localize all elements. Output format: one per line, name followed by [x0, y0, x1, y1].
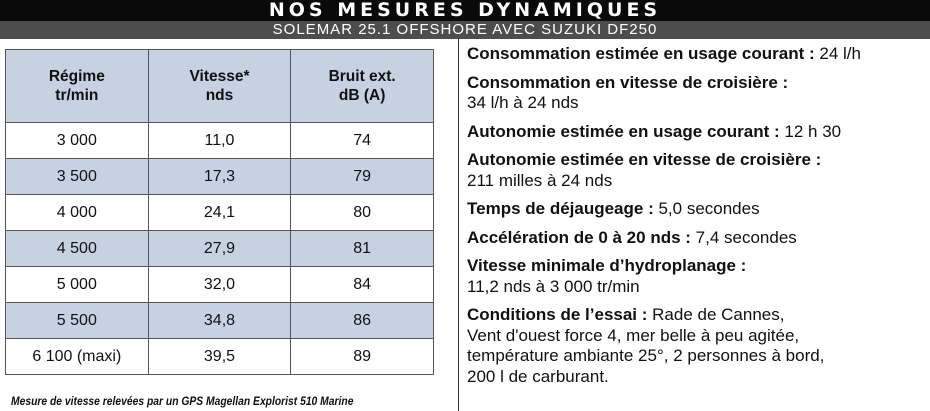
info-value-line: 200 l de carburant.	[467, 366, 609, 386]
cell-vitesse: 39,5	[148, 339, 291, 375]
info-item	[467, 44, 927, 65]
page-subtitle: SOLEMAR 25.1 OFFSHORE AVEC SUZUKI DF250	[0, 21, 930, 39]
cell-bruit: 84	[291, 267, 434, 303]
table-row	[6, 159, 434, 195]
info-list	[467, 44, 927, 395]
header-vitesse-line2: nds	[205, 87, 234, 104]
header-regime	[6, 50, 149, 123]
cell-bruit: 79	[291, 159, 434, 195]
info-item	[467, 256, 927, 297]
cell-regime: 3 500	[6, 159, 149, 195]
measurements-table-container	[5, 49, 434, 375]
table-header-row	[6, 50, 434, 123]
cell-regime: 5 500	[6, 303, 149, 339]
info-value: 5,0 secondes	[653, 199, 760, 218]
info-label: Autonomie estimée en vitesse de croisière :	[467, 150, 822, 169]
cell-regime: 3 000	[6, 123, 149, 159]
measurements-table	[5, 49, 434, 375]
cell-bruit: 80	[291, 195, 434, 231]
info-label: Consommation estimée en usage courant :	[467, 44, 815, 63]
header-vitesse-line1: Vitesse*	[189, 68, 250, 85]
info-item	[467, 73, 927, 114]
info-label: Temps de déjaugeage :	[467, 199, 654, 218]
table-row	[6, 231, 434, 267]
cell-regime: 6 100 (maxi)	[6, 339, 149, 375]
cell-vitesse: 17,3	[148, 159, 291, 195]
cell-regime: 4 000	[6, 195, 149, 231]
cell-vitesse: 34,8	[148, 303, 291, 339]
table-row	[6, 303, 434, 339]
info-label: Autonomie estimée en usage courant :	[467, 121, 780, 141]
header-vitesse	[148, 50, 291, 123]
footnote: Mesure de vitesse relevées par un GPS Magellan Explorist 510 Marine	[11, 394, 354, 408]
info-value-line: température ambiante 25°, 2 personnes à bord,	[467, 346, 825, 365]
info-item	[467, 228, 927, 249]
info-value: 34 l/h à 24 nds	[467, 93, 579, 112]
cell-vitesse: 27,9	[148, 231, 291, 267]
table-row	[6, 267, 434, 303]
info-value-line: Vent d'ouest force 4, mer belle à peu agitée,	[467, 325, 800, 345]
table-row	[6, 195, 434, 231]
cell-regime: 4 500	[6, 231, 149, 267]
info-item	[467, 305, 927, 387]
cell-vitesse: 32,0	[148, 267, 291, 303]
cell-regime: 5 000	[6, 267, 149, 303]
info-value: 24 l/h	[814, 44, 861, 63]
column-divider	[458, 39, 459, 411]
header-bruit-line1: Bruit ext.	[328, 68, 396, 85]
info-item	[467, 150, 927, 191]
info-label: Vitesse minimale d’hydroplanage :	[467, 256, 747, 275]
table-row	[6, 123, 434, 159]
cell-bruit: 86	[291, 303, 434, 339]
cell-vitesse: 11,0	[148, 123, 291, 159]
header-regime-line1: Régime	[48, 68, 105, 85]
header-regime-line2: tr/min	[55, 87, 99, 104]
cell-vitesse: 24,1	[148, 195, 291, 231]
header-bruit-line2: dB (A)	[338, 87, 386, 104]
info-value: 12 h 30	[779, 121, 842, 141]
table-body	[6, 123, 434, 375]
page-title: NOS MESURES DYNAMIQUES	[0, 0, 930, 21]
info-item	[467, 122, 927, 143]
header-bruit	[291, 50, 434, 123]
info-label: Accélération de 0 à 20 nds :	[467, 227, 691, 247]
info-item	[467, 199, 927, 220]
cell-bruit: 74	[291, 123, 434, 159]
info-value: 7,4 secondes	[690, 227, 797, 247]
info-value: 211 milles à 24 nds	[467, 170, 613, 190]
cell-bruit: 89	[291, 339, 434, 375]
info-label: Consommation en vitesse de croisière :	[467, 72, 789, 92]
table-row	[6, 339, 434, 375]
info-value: 11,2 nds à 3 000 tr/min	[467, 276, 640, 296]
info-label: Conditions de l’essai :	[467, 305, 648, 324]
info-value: Rade de Cannes,	[647, 305, 785, 324]
cell-bruit: 81	[291, 231, 434, 267]
